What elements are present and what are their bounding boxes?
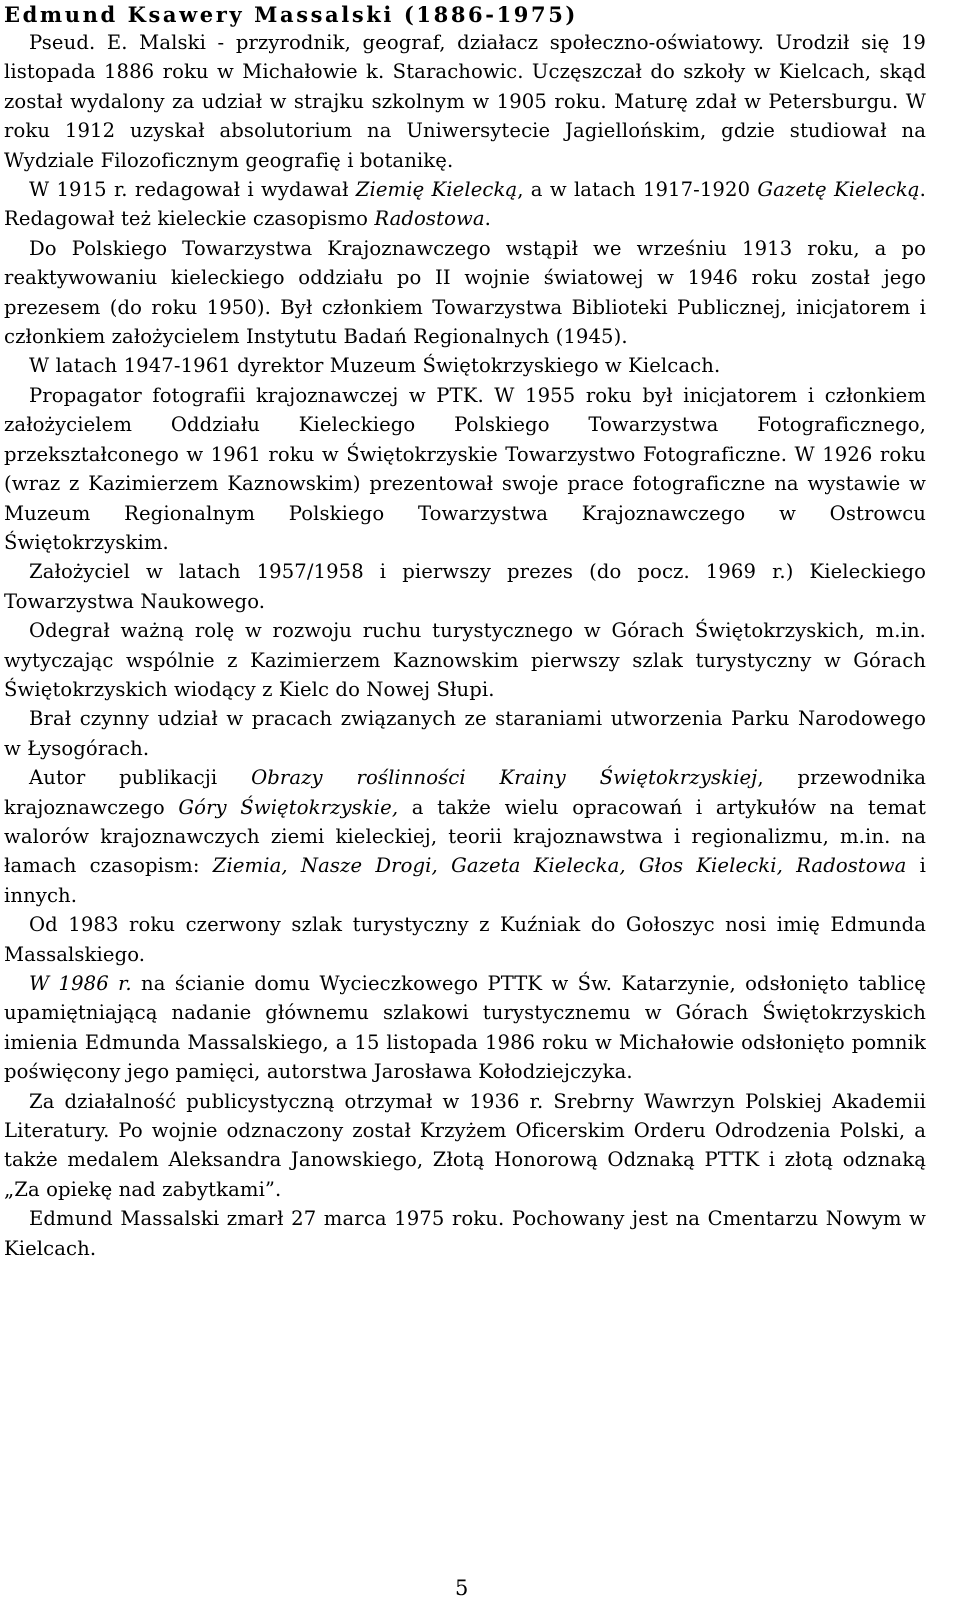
paragraph xyxy=(4,351,926,380)
text-run: na ścianie domu Wycieczkowego PTTK w Św. Katarzynie, odsłonięto tablicę upamiętniającą nadanie głównemu szlakowi turystycznemu w Górach Świętokrzyskich imienia Edmunda Massalskiego, a 15 listopada 1986 roku w Michałowie odsłonięto pomnik poświęcony jego pamięci, autorstwa Jarosława Kołodziejczyka. xyxy=(4,972,926,1084)
text-run: , a w latach 1917-1920 xyxy=(517,178,758,202)
text-run: Odegrał ważną rolę w rozwoju ruchu turystycznego w Górach Świętokrzyskich, m.in. wytyczając wspólnie z Kazimierzem Kaznowskim pierwszy szlak turystyczny w Górach Świętokrzyskich wiodący z Kielc do Nowej Słupi. xyxy=(4,619,926,701)
paragraph xyxy=(4,910,926,969)
document-page xyxy=(4,0,926,1263)
paragraph xyxy=(4,1087,926,1205)
text-run: a także wielu opracowań i artykułów na temat walorów krajoznawczych ziemi kieleckiej, teorii krajoznawstwa i regionalizmu, m.in. na łamach czasopism: xyxy=(4,795,926,878)
text-run: Autor publikacji xyxy=(29,766,252,790)
text-run: W 1915 r. redagował i wydawał xyxy=(29,178,356,202)
italic-text-run: W 1986 r. xyxy=(29,972,132,995)
page-number: 5 xyxy=(455,1576,469,1600)
text-run: Do Polskiego Towarzystwa Krajoznawczego wstąpił we wrześniu 1913 roku, a po reaktywowaniu kieleckiego oddziału po II wojnie światowej w 1946 roku został jego prezesem (do roku 1950). Był członkiem Towarzystwa Biblioteki Publicznej, inicjatorem i członkiem założycielem Instytutu Badań Regionalnych (1945). xyxy=(4,236,926,349)
paragraph xyxy=(4,234,926,352)
text-run: . Redagował też kieleckie czasopismo xyxy=(4,178,926,231)
paragraph xyxy=(4,616,926,704)
paragraph xyxy=(4,28,926,175)
paragraph xyxy=(4,969,926,1087)
paragraph xyxy=(4,763,926,910)
document-body xyxy=(4,28,926,1263)
italic-text-run: Góry Świętokrzyskie, xyxy=(178,795,399,819)
paragraph xyxy=(4,557,926,616)
text-run: . xyxy=(484,207,491,231)
text-run: Pseud. E. Malski - przyrodnik, geograf, działacz społeczno-oświatowy. Urodził się 19 listopada 1886 roku w Michałowie k. Starachowic. Uczęszczał do szkoły w Kielcach, skąd został wydalony za udział w strajku szkolnym w 1905 roku. Maturę zdał w Petersburgu. W roku 1912 uzyskał absolutorium na Uniwersytecie Jagiellońskim, gdzie studiował na Wydziale Filozoficznym geografię i botanikę. xyxy=(4,31,926,172)
text-run: Propagator fotografii krajoznawczej w PTK. W 1955 roku był inicjatorem i członkiem założycielem Oddziału Kieleckiego Polskiego Towarzystwa Fotograficznego, przekształconego w 1961 roku w Świętokrzyskie Towarzystwo Fotograficzne. W 1926 roku (wraz z Kazimierzem Kaznowskim) prezentował swoje prace fotograficzne na wystawie w Muzeum Regionalnym Polskiego Towarzystwa Krajoznawczego w Ostrowcu Świętokrzyskim. xyxy=(4,383,926,554)
text-run: Brał czynny udział w pracach związanych ze staraniami utworzenia Parku Narodowego w Łysogórach. xyxy=(4,707,926,760)
text-run: Założyciel w latach 1957/1958 i pierwszy prezes (do pocz. 1969 r.) Kieleckiego Towarzystwa Naukowego. xyxy=(4,560,926,613)
text-run: , przewodnika krajoznawczego xyxy=(4,766,926,819)
paragraph xyxy=(4,381,926,557)
italic-text-run: Ziemię Kielecką xyxy=(355,178,518,202)
text-run: Od 1983 roku czerwony szlak turystyczny z Kuźniak do Gołoszyc nosi imię Edmunda Massalskiego. xyxy=(4,913,926,966)
italic-text-run: Gazetę Kielecką xyxy=(757,178,920,202)
text-run: Edmund Massalski zmarł 27 marca 1975 roku. Pochowany jest na Cmentarzu Nowym w Kielcach. xyxy=(4,1207,926,1260)
paragraph xyxy=(4,175,926,234)
italic-text-run: Obrazy roślinności Krainy Świętokrzyskiej xyxy=(251,766,758,790)
text-run: i innych. xyxy=(4,854,926,907)
document-title: Edmund Ksawery Massalski (1886-1975) xyxy=(4,2,578,27)
italic-text-run: Ziemia, Nasze Drogi, Gazeta Kielecka, Głos Kielecki, Radostowa xyxy=(212,854,907,878)
text-run: W latach 1947-1961 dyrektor Muzeum Świętokrzyskiego w Kielcach. xyxy=(29,354,721,378)
paragraph xyxy=(4,1204,926,1263)
text-run: Za działalność publicystyczną otrzymał w 1936 r. Srebrny Wawrzyn Polskiej Akademii Literatury. Po wojnie odznaczony został Krzyżem Oficerskim Orderu Odrodzenia Polski, a także medalem Aleksandra Janowskiego, Złotą Honorową Odznaką PTTK i złotą odznaką „Za opiekę nad zabytkami”. xyxy=(4,1089,926,1201)
paragraph xyxy=(4,704,926,763)
italic-text-run: Radostowa xyxy=(374,207,485,231)
